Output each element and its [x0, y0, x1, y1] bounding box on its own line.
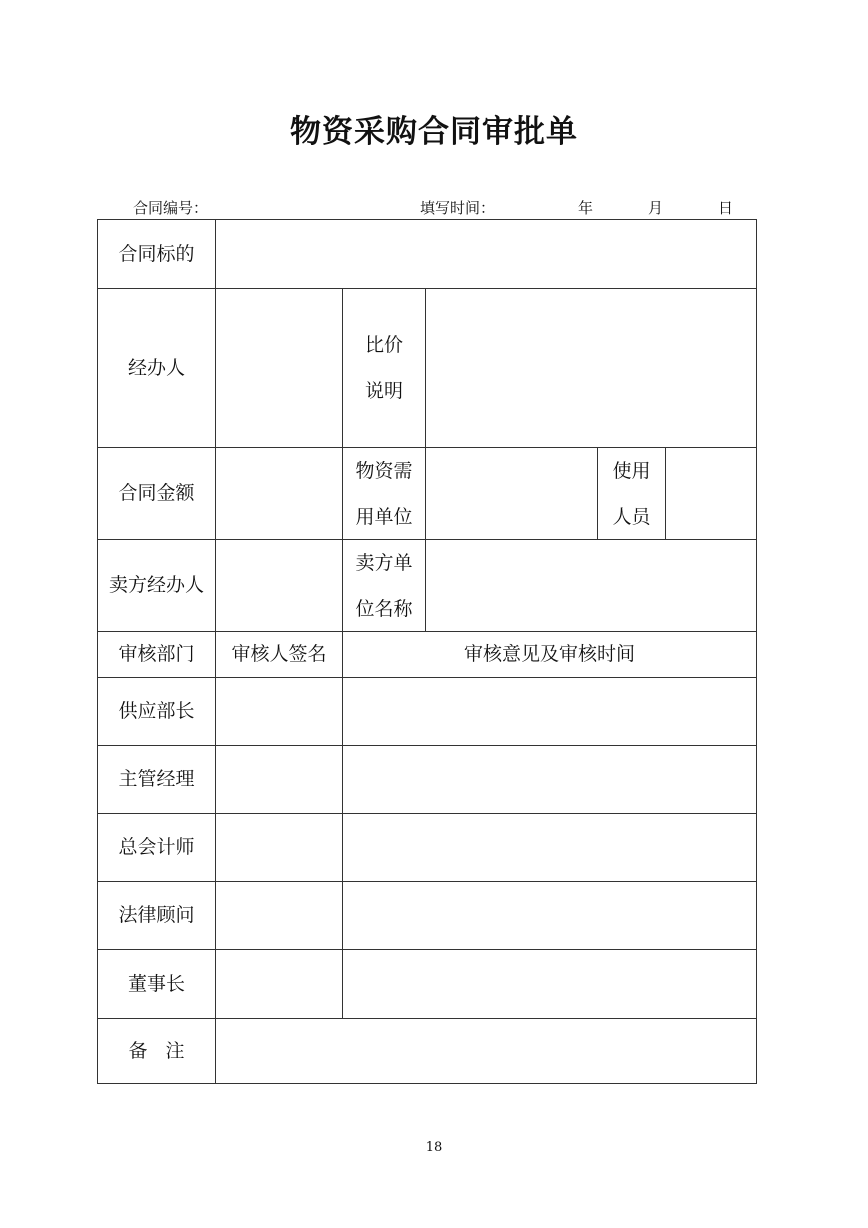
reviewer-sign-header: 审核人签名 — [215, 631, 343, 678]
review-opinion-field[interactable] — [342, 677, 757, 746]
price-comparison-label-line2: 说明 — [364, 380, 403, 402]
month-label: 月 — [648, 199, 664, 217]
handler-label: 经办人 — [97, 288, 216, 448]
demand-unit-label — [342, 447, 426, 540]
seller-unit-label-line1: 卖方单 — [355, 551, 413, 574]
seller-unit-field[interactable] — [425, 539, 757, 632]
review-row-label: 供应部长 — [97, 677, 216, 746]
user-field[interactable] — [665, 447, 757, 540]
reviewer-sign-field[interactable] — [215, 949, 343, 1019]
user-label-line1: 使用 — [612, 459, 651, 482]
seller-handler-field[interactable] — [215, 539, 343, 632]
page-number: 18 — [425, 1140, 443, 1155]
reviewer-sign-field[interactable] — [215, 677, 343, 746]
demand-unit-label-line2: 用单位 — [355, 505, 413, 528]
fill-time-label: 填写时间： — [420, 199, 496, 217]
remarks-label — [97, 1018, 216, 1084]
user-label — [597, 447, 666, 540]
year-label: 年 — [578, 199, 594, 217]
seller-handler-label: 卖方经办人 — [97, 539, 216, 632]
user-label-line2: 人员 — [612, 505, 651, 528]
review-opinion-header: 审核意见及审核时间 — [342, 631, 757, 678]
reviewer-sign-field[interactable] — [215, 881, 343, 950]
day-label: 日 — [718, 199, 734, 217]
price-comparison-label-line1: 比价 — [364, 334, 403, 356]
contract-number-label: 合同编号： — [133, 199, 209, 217]
demand-unit-field[interactable] — [425, 447, 598, 540]
price-comparison-field[interactable] — [425, 288, 757, 448]
subject-label: 合同标的 — [97, 219, 216, 289]
price-comparison-label — [342, 288, 426, 448]
reviewer-sign-field[interactable] — [215, 813, 343, 882]
review-row-label: 主管经理 — [97, 745, 216, 814]
remarks-field[interactable] — [215, 1018, 757, 1084]
page-title: 物资采购合同审批单 — [290, 114, 578, 150]
reviewer-sign-field[interactable] — [215, 745, 343, 814]
seller-unit-label-line2: 位名称 — [355, 597, 413, 620]
demand-unit-label-line1: 物资需 — [355, 459, 413, 482]
review-opinion-field[interactable] — [342, 745, 757, 814]
review-opinion-field[interactable] — [342, 813, 757, 882]
review-opinion-field[interactable] — [342, 881, 757, 950]
remarks-label-text: 备注 — [128, 1039, 203, 1062]
review-opinion-field[interactable] — [342, 949, 757, 1019]
review-row-label: 法律顾问 — [97, 881, 216, 950]
review-row-label: 董事长 — [97, 949, 216, 1019]
amount-field[interactable] — [215, 447, 343, 540]
amount-label: 合同金额 — [97, 447, 216, 540]
review-row-label: 总会计师 — [97, 813, 216, 882]
handler-field[interactable] — [215, 288, 343, 448]
review-dept-header: 审核部门 — [97, 631, 216, 678]
seller-unit-label — [342, 539, 426, 632]
subject-field[interactable] — [215, 219, 757, 289]
